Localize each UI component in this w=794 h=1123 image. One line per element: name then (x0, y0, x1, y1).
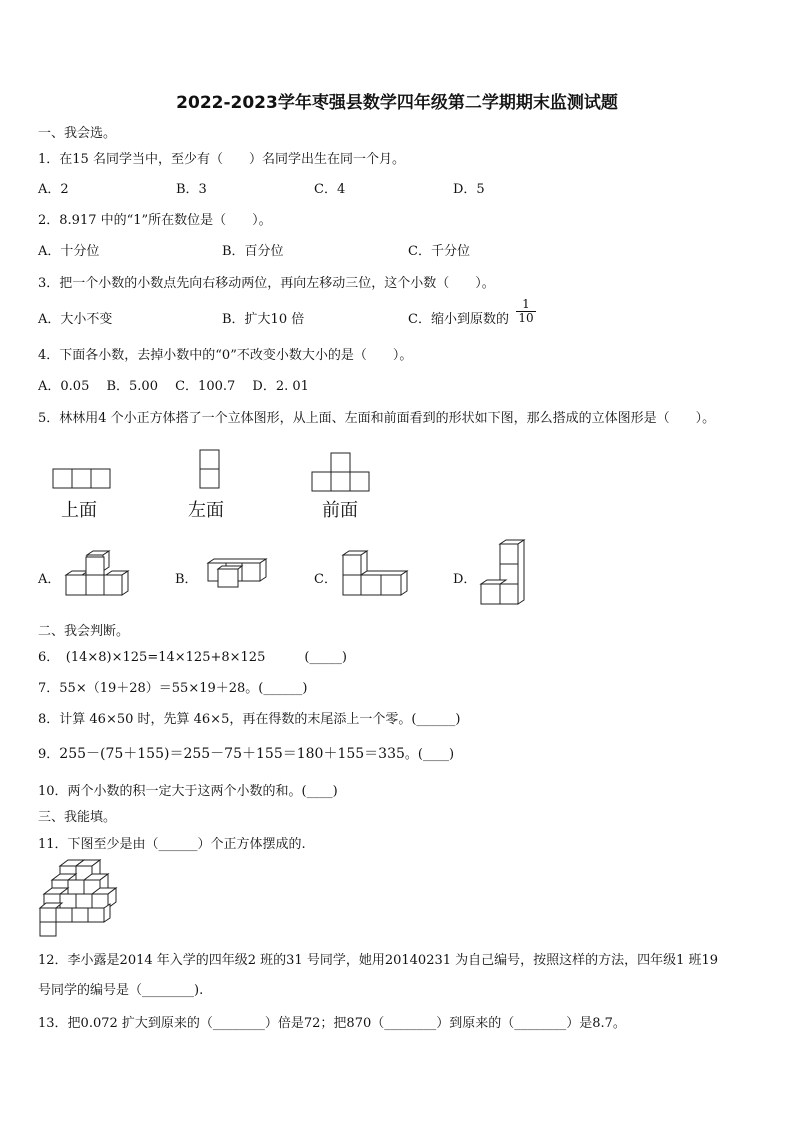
section-heading-3: 三、我能填。 (38, 810, 117, 825)
q9-expression: 255－(75＋155)＝255－75＋155＝180＋155＝335 (59, 746, 405, 762)
front-view-label: 前面 (322, 500, 358, 521)
q1-option-b: B．3 (176, 182, 207, 197)
q3-option-c: C．缩小到原数的 (408, 312, 509, 327)
q1-option-d: D．5 (453, 182, 485, 197)
q2-option-a: A．十分位 (38, 244, 100, 259)
question-13: 13．把0.072 扩大到原来的（________）倍是72；把870（________）到原来的（________）是8.7。 (38, 1016, 626, 1031)
q9-answer-blank: 。(____) (404, 747, 455, 762)
fraction-denominator: 10 (516, 311, 536, 325)
section-heading-1: 一、我会选。 (38, 126, 117, 141)
question-2: 2．8.917 中的“1”所在数位是（ ）。 (38, 213, 272, 228)
q3-fraction (516, 298, 536, 325)
q5-option-d: D． (453, 572, 477, 587)
q5-option-c: C． (314, 572, 337, 587)
fraction-numerator: 1 (522, 297, 530, 311)
question-7: 7．55×（19＋28）＝55×19＋28。(______) (38, 681, 308, 696)
question-5: 5．林林用4 个小正方体搭了一个立体图形，从上面、左面和前面看到的形状如下图，那么搭成的立体图形是（ ）。 (38, 411, 716, 426)
question-9 (38, 743, 454, 763)
question-12-line-2: 号同学的编号是（________). (38, 983, 204, 998)
q5-option-a-figure (63, 550, 133, 598)
question-4: 4．下面各小数，去掉小数中的“0”不改变小数大小的是（ ）。 (38, 348, 413, 363)
question-11: 11．下图至少是由（______）个正方体摆成的. (38, 837, 306, 852)
question-8: 8．计算 46×50 时，先算 46×5，再在得数的末尾添上一个零。(______) (38, 712, 461, 727)
q3-option-a: A．大小不变 (38, 312, 113, 327)
q5-option-b-figure (200, 557, 272, 591)
top-view-figure (52, 468, 114, 492)
q9-number: 9． (38, 747, 60, 762)
top-view-label: 上面 (61, 500, 97, 521)
q2-option-b: B．百分位 (222, 244, 284, 259)
q5-option-b: B． (175, 572, 198, 587)
question-6: 6． (14×8)×125=14×125+8×125 (_____) (38, 650, 347, 665)
q5-option-d-figure (478, 538, 528, 606)
q4-options: A．0.05 B．5.00 C．100.7 D．2. 01 (38, 379, 309, 394)
left-view-figure (199, 449, 223, 493)
q3-option-b: B．扩大10 倍 (222, 312, 305, 327)
page-title: 2022-2023学年枣强县数学四年级第二学期期末监测试题 (176, 93, 618, 113)
question-1: 1．在15 名同学当中，至少有（ ）名同学出生在同一个月。 (38, 152, 405, 167)
question-3: 3．把一个小数的小数点先向右移动两位，再向左移动三位，这个小数（ ）。 (38, 276, 495, 291)
q5-option-c-figure (340, 550, 412, 598)
section-heading-2: 二、我会判断。 (38, 624, 130, 639)
q1-option-a: A．2 (38, 182, 69, 197)
question-12-line-1: 12．李小露是2014 年入学的四年级2 班的31 号同学，她用20140231 为自己编号，按照这样的方法，四年级1 班19 (38, 953, 719, 968)
q2-option-c: C．千分位 (408, 244, 470, 259)
front-view-figure (311, 452, 373, 494)
q1-option-c: C．4 (314, 182, 346, 197)
q5-option-a: A． (38, 572, 61, 587)
stacked-cubes-figure (38, 858, 124, 938)
question-10: 10．两个小数的积一定大于这两个小数的和。(____) (38, 784, 338, 799)
left-view-label: 左面 (188, 500, 224, 521)
